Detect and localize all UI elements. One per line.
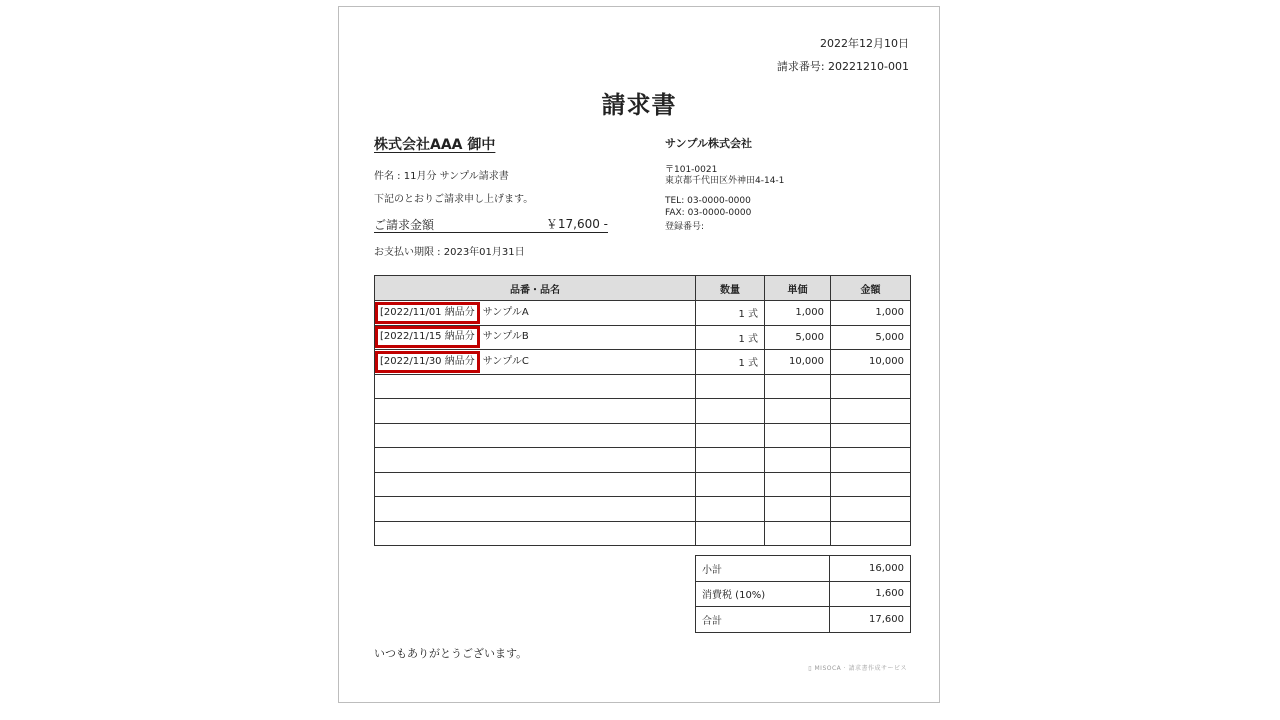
item-cell bbox=[375, 325, 696, 350]
col-header-amount: 金額 bbox=[831, 276, 911, 301]
client-name: 株式会社AAA 御中 bbox=[374, 137, 496, 153]
empty-cell bbox=[831, 399, 911, 424]
empty-row bbox=[375, 521, 911, 546]
empty-cell bbox=[831, 423, 911, 448]
empty-cell bbox=[696, 423, 765, 448]
empty-cell bbox=[765, 374, 831, 399]
delivery-date-tag: [2022/11/15 納品分 bbox=[375, 326, 480, 348]
amount-cell: 5,000 bbox=[831, 325, 911, 350]
invoice-number: 請求番号: 20221210-001 bbox=[776, 60, 909, 73]
delivery-date-tag: [2022/11/01 納品分 bbox=[375, 302, 480, 324]
empty-cell bbox=[765, 399, 831, 424]
table-row bbox=[375, 350, 911, 375]
table-row bbox=[375, 325, 911, 350]
payment-due: お支払い期限 : 2023年01月31日 bbox=[374, 247, 525, 258]
empty-row bbox=[375, 374, 911, 399]
item-name: サンプルA bbox=[482, 306, 529, 318]
item-cell bbox=[375, 301, 696, 326]
unit-price-cell: 1,000 bbox=[765, 301, 831, 326]
qty-cell: 1 式 bbox=[696, 301, 765, 326]
items-header-row bbox=[375, 276, 911, 301]
billing-amount-label: ご請求金額 bbox=[374, 218, 435, 232]
invoice-title: 請求書 bbox=[601, 91, 677, 119]
empty-cell bbox=[375, 423, 696, 448]
empty-cell bbox=[375, 374, 696, 399]
tax-row bbox=[696, 581, 911, 607]
tax-value: 1,600 bbox=[830, 581, 911, 607]
table-row bbox=[375, 301, 911, 326]
empty-cell bbox=[375, 521, 696, 546]
totals-table bbox=[695, 555, 911, 633]
col-header-unit-price: 単価 bbox=[765, 276, 831, 301]
empty-row bbox=[375, 472, 911, 497]
amount-cell: 10,000 bbox=[831, 350, 911, 375]
empty-cell bbox=[831, 472, 911, 497]
col-header-qty: 数量 bbox=[696, 276, 765, 301]
unit-price-cell: 10,000 bbox=[765, 350, 831, 375]
issuer-fax: FAX: 03-0000-0000 bbox=[665, 208, 752, 218]
empty-cell bbox=[696, 399, 765, 424]
invoice-sheet bbox=[338, 6, 940, 703]
empty-cell bbox=[831, 448, 911, 473]
empty-cell bbox=[765, 448, 831, 473]
issuer-postal: 〒101-0021 bbox=[665, 165, 718, 175]
empty-cell bbox=[831, 374, 911, 399]
total-value: 17,600 bbox=[830, 607, 911, 633]
empty-row bbox=[375, 448, 911, 473]
thanks-message: いつもありがとうございます。 bbox=[374, 647, 528, 660]
empty-cell bbox=[696, 472, 765, 497]
empty-cell bbox=[765, 497, 831, 522]
billing-amount-row bbox=[374, 214, 608, 233]
empty-cell bbox=[831, 521, 911, 546]
empty-cell bbox=[765, 472, 831, 497]
empty-cell bbox=[375, 472, 696, 497]
empty-cell bbox=[831, 497, 911, 522]
total-label: 合計 bbox=[696, 607, 830, 633]
empty-row bbox=[375, 497, 911, 522]
empty-cell bbox=[696, 374, 765, 399]
amount-cell: 1,000 bbox=[831, 301, 911, 326]
delivery-date-tag: [2022/11/30 納品分 bbox=[375, 351, 480, 373]
col-header-item: 品番・品名 bbox=[375, 276, 696, 301]
empty-cell bbox=[696, 521, 765, 546]
invoice-date: 2022年12月10日 bbox=[820, 37, 909, 50]
issuer-tel: TEL: 03-0000-0000 bbox=[665, 196, 751, 206]
empty-cell bbox=[375, 399, 696, 424]
empty-cell bbox=[696, 497, 765, 522]
tax-label: 消費税 (10%) bbox=[696, 581, 830, 607]
invoice-note: 下記のとおりご請求申し上げます。 bbox=[374, 194, 534, 205]
subtotal-value: 16,000 bbox=[830, 556, 911, 582]
empty-cell bbox=[765, 521, 831, 546]
empty-cell bbox=[375, 448, 696, 473]
qty-cell: 1 式 bbox=[696, 325, 765, 350]
issuer-address: 東京都千代田区外神田4-14-1 bbox=[665, 176, 785, 186]
empty-row bbox=[375, 399, 911, 424]
qty-cell: 1 式 bbox=[696, 350, 765, 375]
issuer-registration: 登録番号: bbox=[665, 222, 705, 232]
item-cell bbox=[375, 350, 696, 375]
billing-amount-value: ￥17,600 - bbox=[545, 217, 608, 231]
empty-row bbox=[375, 423, 911, 448]
subtotal-row bbox=[696, 556, 911, 582]
empty-cell bbox=[375, 497, 696, 522]
empty-cell bbox=[765, 423, 831, 448]
empty-cell bbox=[696, 448, 765, 473]
items-table bbox=[374, 275, 911, 546]
item-name: サンプルC bbox=[482, 355, 529, 367]
item-name: サンプルB bbox=[482, 331, 529, 343]
subtotal-label: 小計 bbox=[696, 556, 830, 582]
unit-price-cell: 5,000 bbox=[765, 325, 831, 350]
invoice-subject: 件名 : 11月分 サンプル請求書 bbox=[374, 171, 509, 182]
service-logo: ▯ MISOCA · 請求書作成サービス bbox=[808, 665, 907, 672]
issuer-company: サンプル株式会社 bbox=[665, 137, 753, 150]
total-row bbox=[696, 607, 911, 633]
